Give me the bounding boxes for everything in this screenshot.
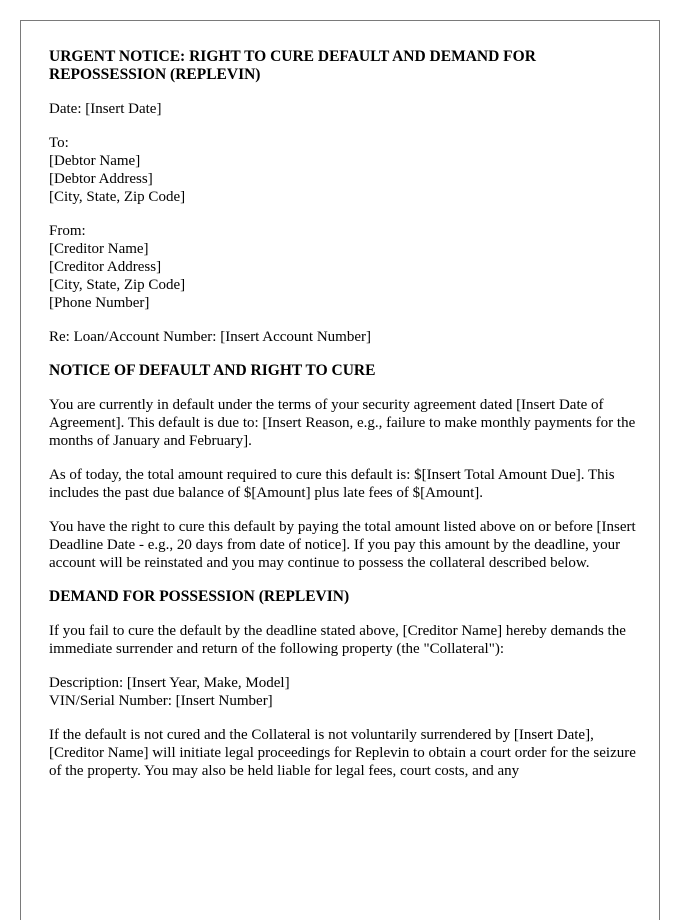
right-to-cure-paragraph: You have the right to cure this default by paying the total amount listed above on or before [Insert Deadline Date - e.g., 20 days from date of notice]. If you pay this amount by the deadline, your account will be reinstated and you may continue to possess the collateral described below. — [49, 519, 636, 571]
collateral-vin: VIN/Serial Number: [Insert Number] — [49, 693, 273, 709]
document-body — [49, 48, 639, 796]
to-label: To: — [49, 135, 69, 151]
from-block — [49, 222, 639, 312]
collateral-description: Description: [Insert Year, Make, Model] — [49, 675, 290, 691]
default-paragraph: You are currently in default under the terms of your security agreement dated [Insert Date of Agreement]. This default is due to: [Insert Reason, e.g., failure to make monthly payments for the months of January and February]. — [49, 397, 636, 449]
debtor-name: [Debtor Name] — [49, 153, 141, 169]
cure-amount-paragraph: As of today, the total amount required to cure this default is: $[Insert Total Amount Due]. This includes the past due balance of $[Amount] plus late fees of $[Amount]. — [49, 467, 615, 501]
to-block — [49, 134, 639, 206]
collateral-block — [49, 674, 639, 710]
legal-proceedings-paragraph: If the default is not cured and the Collateral is not voluntarily surrendered by [Insert Date], [Creditor Name] will initiate legal proceedings for Replevin to obtain a court order for the seizure of the property. You may also be held liable for legal fees, court costs, and any — [49, 727, 636, 779]
document-page — [20, 20, 660, 920]
creditor-city-state-zip: [City, State, Zip Code] — [49, 277, 186, 293]
creditor-phone: [Phone Number] — [49, 295, 150, 311]
re-line: Re: Loan/Account Number: [Insert Account Number] — [49, 329, 371, 345]
demand-paragraph: If you fail to cure the default by the deadline stated above, [Creditor Name] hereby demands the immediate surrender and return of the following property (the "Collateral"): — [49, 623, 626, 657]
debtor-address: [Debtor Address] — [49, 171, 153, 187]
debtor-city-state-zip: [City, State, Zip Code] — [49, 189, 186, 205]
creditor-name: [Creditor Name] — [49, 241, 149, 257]
section-heading-replevin: DEMAND FOR POSSESSION (REPLEVIN) — [49, 588, 350, 605]
section-heading-default: NOTICE OF DEFAULT AND RIGHT TO CURE — [49, 362, 376, 379]
date-line: Date: [Insert Date] — [49, 101, 162, 117]
creditor-address: [Creditor Address] — [49, 259, 162, 275]
document-title: URGENT NOTICE: RIGHT TO CURE DEFAULT AND DEMAND FOR REPOSSESSION (REPLEVIN) — [49, 48, 536, 83]
from-label: From: — [49, 223, 86, 239]
